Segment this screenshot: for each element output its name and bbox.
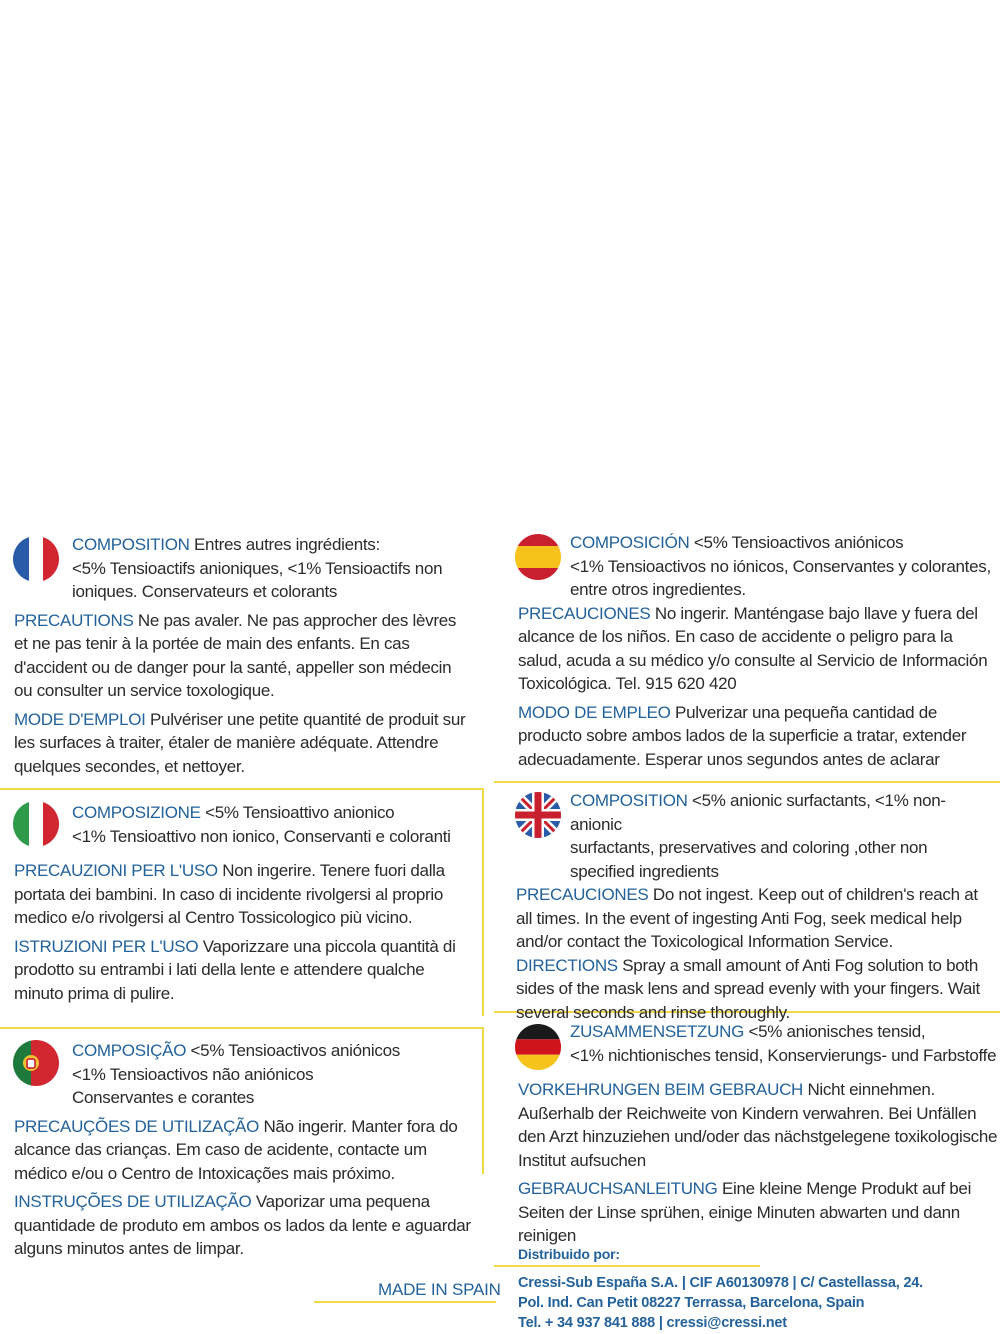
divider-line bbox=[314, 1301, 496, 1303]
composition-en: COMPOSITION <5% anionic surfactants, <1% non-anionic bbox=[570, 791, 946, 834]
precautions-es: PRECAUCIONES No ingerir. Manténgase bajo llave y fuera del alcance de los niños. En caso de accidente o peligro para la salud, acuda a su médico y/o consulte al Servicio de Información Toxicológica. Tel. 915 620 420 bbox=[518, 603, 988, 693]
composition-es: COMPOSICIÓN <5% Tensioactivos aniónicos bbox=[570, 533, 904, 552]
usage-it: ISTRUZIONI PER L'USO Vaporizzare una piccola quantità di prodotto su entrambi i lati della lente e attendere qualche minuto prima di pulire. bbox=[14, 936, 456, 1003]
divider-line bbox=[494, 781, 1000, 783]
section-portuguese: COMPOSIÇÃO <5% Tensioactivos aniónicos <1% Tensioactivos não aniónicos Conservantes e corantes PRECAUÇÕES DE UTILIZAÇÃO Não ingerir. Manter fora do alcance das crianças. Em caso de acidente, contacte um médico e/ou o Centro de Intoxicações mais próximo. INSTRUÇÕES DE UTILIZAÇÃO Vaporizar uma pequena quantidade de produto em ambos os lados da lente e aguardar alguns minutos antes de limpar. bbox=[14, 1039, 474, 1261]
usage-fr: MODE D'EMPLOI Pulvériser une petite quantité de produit sur les surfaces à traiter, étaler de manière adéquate. Attendre quelques secondes, et nettoyer. bbox=[14, 709, 466, 776]
divider-line bbox=[494, 1265, 760, 1267]
divider-line bbox=[482, 1029, 484, 1174]
usage-en: DIRECTIONS Spray a small amount of Anti Fog solution to both sides of the mask lens and spread evenly with your fingers. Wait several seconds and rinse thoroughly. bbox=[516, 955, 980, 1022]
composition-it: COMPOSIZIONE <5% Tensioattivo anionico bbox=[72, 803, 395, 822]
distributor-address: Cressi-Sub España S.A. | CIF A60130978 | C/ Castellassa, 24. Pol. Ind. Can Petit 08227 Terrassa, Barcelona, Spain Tel. + 34 937 841 888 | cressi@cressi.net bbox=[518, 1275, 923, 1331]
section-italian: COMPOSIZIONE <5% Tensioattivo anionico <1% Tensioattivo non ionico, Conservanti e coloranti PRECAUZIONI PER L'USO Non ingerire. Tenere fuori dalla portata dei bambini. In caso di incidente rivolgersi al proprio medico e/o rivolgersi al Centro Tossicologico più vicino. ISTRUZIONI PER L'USO Vaporizzare una piccola quantità di prodotto su entrambi i lati della lente e attendere qualche minuto prima di pulire. bbox=[14, 801, 474, 1005]
precautions-it: PRECAUZIONI PER L'USO Non ingerire. Tenere fuori dalla portata dei bambini. In caso di incidente rivolgersi al proprio medico e/o rivolgersi al Centro Tossicologico più vicino. bbox=[14, 861, 445, 927]
divider-line bbox=[482, 788, 484, 1016]
divider-line bbox=[0, 1027, 484, 1029]
distributed-by-label: Distribuido por: bbox=[518, 1246, 620, 1262]
usage-de: GEBRAUCHSANLEITUNG Eine kleine Menge Produkt auf bei Seiten der Linse sprühen, einige Minuten abwarten und dann reinigen bbox=[518, 1179, 972, 1245]
section-english: COMPOSITION <5% anionic surfactants, <1% non-anionic surfactants, preservatives and coloring ,other non specified ingredients PRECAUCIONES Do not ingest. Keep out of children's reach at all times. In the event of ingesting Anti Fog, seek medical help and/or contact the Toxicological Information Service. DIRECTIONS Spray a small amount of Anti Fog solution to both sides of the mask lens and spread evenly with your fingers. Wait several seconds and rinse thoroughly. bbox=[516, 789, 996, 1024]
precautions-fr: PRECAUTIONS Ne pas avaler. Ne pas approcher des lèvres et ne pas tenir à la portée de main des enfants. En cas d'accident ou de danger pour la santé, appeller son médecin ou consulter un service toxologique. bbox=[14, 610, 457, 700]
section-spanish: COMPOSICIÓN <5% Tensioactivos aniónicos <1% Tensioactivos no iónicos, Conservantes y colorantes, entre otros ingredientes. PRECAUCIONES No ingerir. Manténgase bajo llave y fuera del alcance de los niños. En caso de accidente o peligro para la salud, acuda a su médico y/o consulte al Servicio de Información Toxicológica. Tel. 915 620 420 MODO DE EMPLEO Pulverizar una pequeña cantidad de producto sobre ambos lados de la superficie a tratar, extender adecuadamente. Esperar unos segundos antes de aclarar bbox=[518, 531, 998, 771]
composition-pt: COMPOSIÇÃO <5% Tensioactivos aniónicos bbox=[72, 1041, 400, 1060]
precautions-de: VORKEHRUNGEN BEIM GEBRAUCH Nicht einnehmen. Außerhalb der Reichweite von Kindern verwahren. Bei Unfällen den Arzt hinzuziehen und/oder das nächstgelegene toxikologische Institut aufsuchen bbox=[518, 1080, 998, 1170]
composition-de: ZUSAMMENSETZUNG <5% anionisches tensid, bbox=[570, 1022, 926, 1041]
made-in-spain-label: MADE IN SPAIN bbox=[378, 1280, 501, 1299]
section-french: COMPOSITION Entres autres ingrédients: <5% Tensioactifs anioniques, <1% Tensioactifs non ioniques. Conservateurs et colorants PRECAUTIONS Ne pas avaler. Ne pas approcher des lèvres et ne pas tenir à la portée de main des enfants. En cas d'accident ou de danger pour la santé, appeller son médecin ou consulter un service toxologique. MODE D'EMPLOI Pulvériser une petite quantité de produit sur les surfaces à traiter, étaler de manière adéquate. Attendre quelques secondes, et nettoyer. bbox=[14, 533, 474, 778]
section-german: ZUSAMMENSETZUNG <5% anionisches tensid, <1% nichtionisches tensid, Konservierungs- und Farbstoffe VORKEHRUNGEN BEIM GEBRAUCH Nicht einnehmen. Außerhalb der Reichweite von Kindern verwahren. Bei Unfällen den Arzt hinzuziehen und/oder das nächstgelegene toxikologische Institut aufsuchen GEBRAUCHSANLEITUNG Eine kleine Menge Produkt auf bei Seiten der Linse sprühen, einige Minuten abwarten und dann reinigen bbox=[518, 1020, 998, 1248]
divider-line bbox=[0, 788, 484, 790]
blank-top-area bbox=[0, 0, 1000, 520]
composition-fr: COMPOSITION Entres autres ingrédients: bbox=[72, 535, 380, 554]
precautions-pt: PRECAUÇÕES DE UTILIZAÇÃO Não ingerir. Manter fora do alcance das crianças. Em caso de acidente, contacte um médico e/ou o Centro de Intoxicações mais próximo. bbox=[14, 1116, 458, 1183]
distributor-contact: Tel. + 34 937 841 888 | cressi@cressi.net bbox=[518, 1315, 787, 1331]
usage-pt: INSTRUÇÕES DE UTILIZAÇÃO Vaporizar uma pequena quantidade de produto em ambos os lados da lente e aguardar alguns minutos antes de limpar. bbox=[14, 1192, 471, 1258]
usage-es: MODO DE EMPLEO Pulverizar una pequeña cantidad de producto sobre ambos lados de la superficie a tratar, extender adecuadamente. Esperar unos segundos antes de aclarar bbox=[518, 702, 967, 769]
precautions-en: PRECAUCIONES Do not ingest. Keep out of children's reach at all times. In the event of ingesting Anti Fog, seek medical help and/or contact the Toxicological Information Service. bbox=[516, 885, 978, 951]
